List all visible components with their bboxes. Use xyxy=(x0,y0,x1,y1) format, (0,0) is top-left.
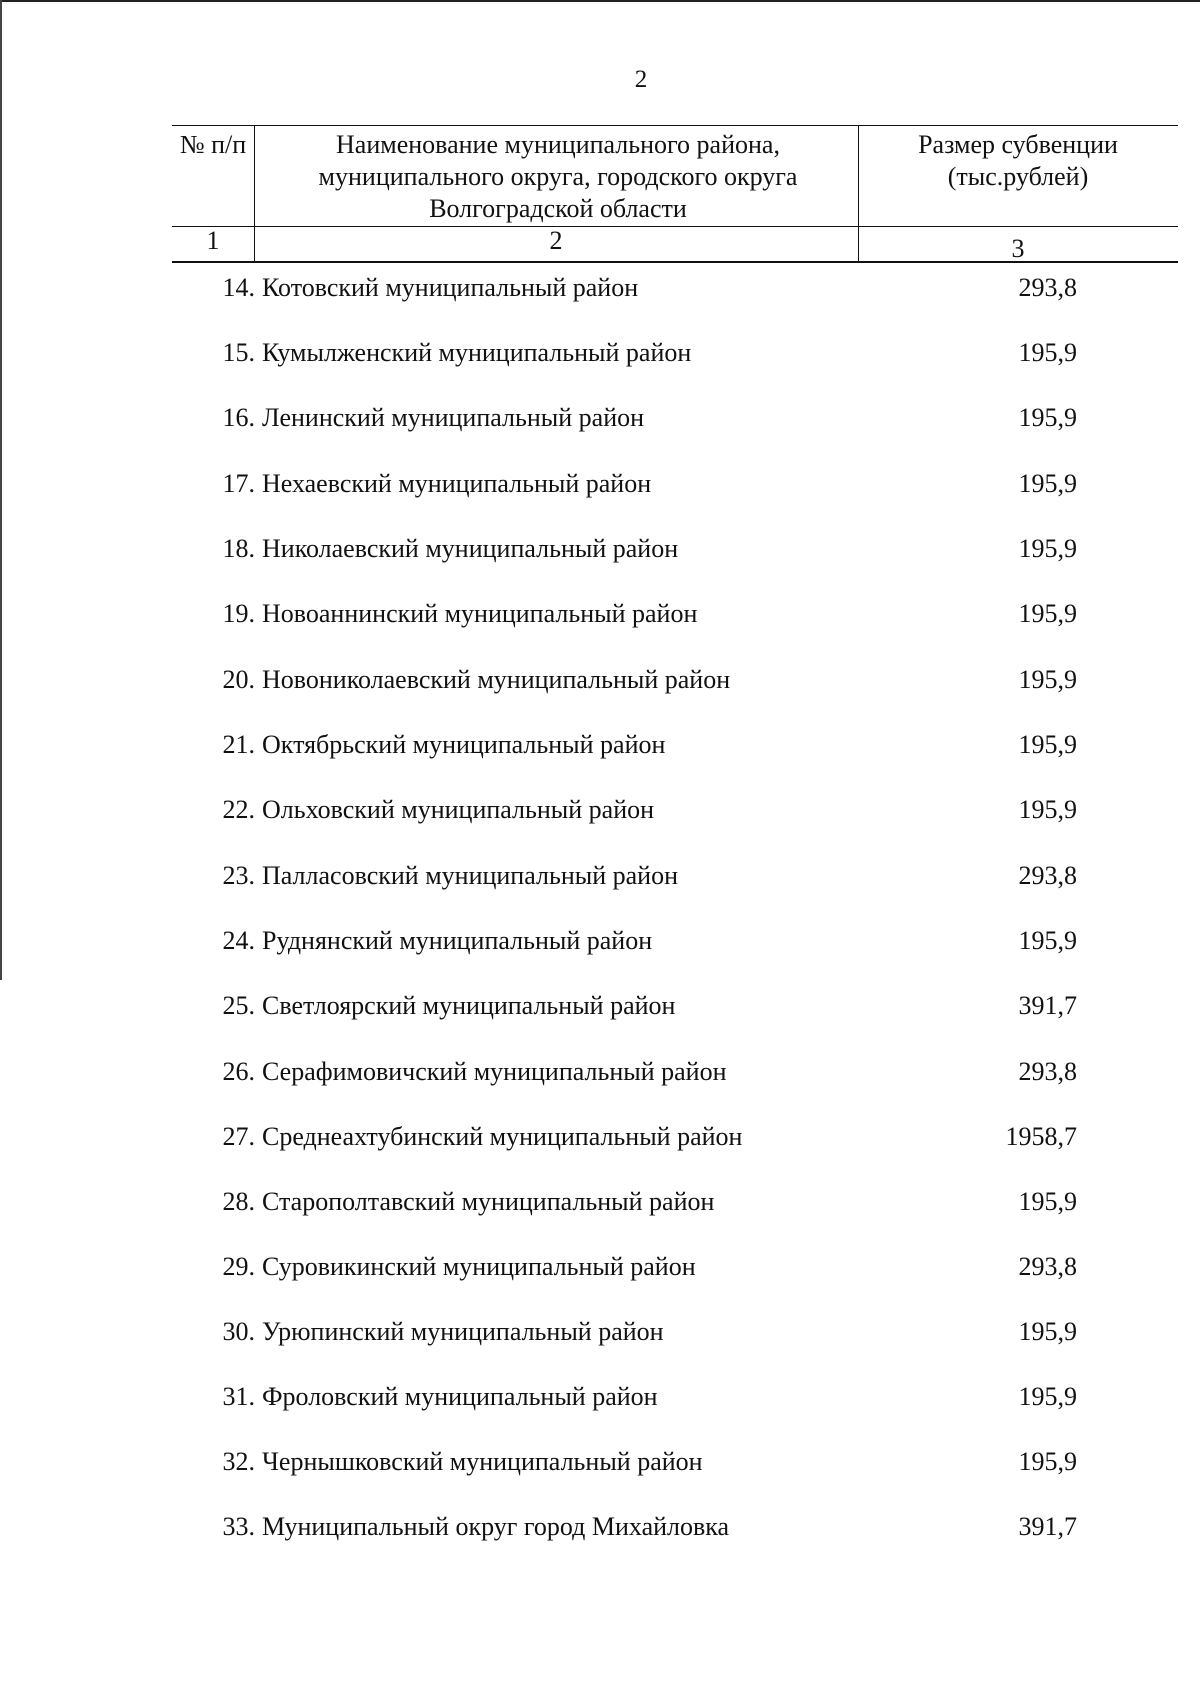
row-value: 195,9 xyxy=(1018,469,1077,498)
row-value: 195,9 xyxy=(1018,730,1077,759)
row-name: Ленинский муниципальный район xyxy=(262,403,645,432)
table-row xyxy=(0,1377,1200,1417)
row-number: 28. xyxy=(222,1187,255,1216)
row-value: 195,9 xyxy=(1018,534,1077,563)
page-edge-top xyxy=(0,0,1200,2)
row-name: Урюпинский муниципальный район xyxy=(262,1317,664,1346)
row-value: 195,9 xyxy=(1018,1447,1077,1476)
row-name: Октябрьский муниципальный район xyxy=(262,730,666,759)
header-top-border xyxy=(172,125,1178,126)
row-number: 31. xyxy=(222,1382,255,1411)
table-row xyxy=(0,856,1200,896)
header-name: Наименование муниципального района, муниципального округа, городского округа Волгоградской области xyxy=(318,130,798,223)
row-name: Светлоярский муниципальный район xyxy=(262,991,676,1020)
page-number: 2 xyxy=(634,66,648,93)
table-row xyxy=(0,1507,1200,1547)
row-value: 195,9 xyxy=(1018,665,1077,694)
table-row xyxy=(0,333,1200,373)
row-name: Новониколаевский муниципальный район xyxy=(262,665,731,694)
table-row xyxy=(0,986,1200,1026)
row-number: 23. xyxy=(222,861,255,890)
table-row xyxy=(0,1182,1200,1222)
row-number: 20. xyxy=(222,665,255,694)
header-amount: Размер субвенции (тыс.рублей) xyxy=(918,130,1118,191)
row-number: 21. xyxy=(222,730,255,759)
row-value: 195,9 xyxy=(1018,599,1077,628)
row-number: 33. xyxy=(222,1512,255,1541)
table-header xyxy=(172,125,1178,262)
row-number: 30. xyxy=(222,1317,255,1346)
column-number-3: 3 xyxy=(1011,234,1025,263)
row-name: Серафимовичский муниципальный район xyxy=(262,1057,727,1086)
row-value: 391,7 xyxy=(1018,991,1077,1020)
row-name: Палласовский муниципальный район xyxy=(262,861,678,890)
table-row xyxy=(0,1117,1200,1157)
row-number: 14. xyxy=(222,273,255,302)
row-value: 195,9 xyxy=(1018,338,1077,367)
row-name: Руднянский муниципальный район xyxy=(262,926,653,955)
row-name: Муниципальный округ город Михайловка xyxy=(262,1512,730,1541)
row-number: 27. xyxy=(222,1122,255,1151)
row-value: 293,8 xyxy=(1018,1252,1077,1281)
table-row xyxy=(0,594,1200,634)
row-name: Суровикинский муниципальный район xyxy=(262,1252,696,1281)
column-number-1: 1 xyxy=(206,226,220,255)
table-row xyxy=(0,529,1200,569)
table-row xyxy=(0,1052,1200,1092)
row-number: 25. xyxy=(222,991,255,1020)
table-row xyxy=(0,1247,1200,1287)
row-value: 195,9 xyxy=(1018,926,1077,955)
row-name: Старополтавский муниципальный район xyxy=(262,1187,715,1216)
row-name: Нехаевский муниципальный район xyxy=(262,469,652,498)
row-number: 17. xyxy=(222,469,255,498)
row-name: Фроловский муниципальный район xyxy=(262,1382,658,1411)
row-value: 195,9 xyxy=(1018,795,1077,824)
header-num: № п/п xyxy=(179,130,247,159)
row-name: Ольховский муниципальный район xyxy=(262,795,655,824)
table-row xyxy=(0,660,1200,700)
column-number-2: 2 xyxy=(549,226,563,255)
row-value: 195,9 xyxy=(1018,1187,1077,1216)
table-row xyxy=(0,268,1200,308)
row-number: 24. xyxy=(222,926,255,955)
row-number: 29. xyxy=(222,1252,255,1281)
row-value: 391,7 xyxy=(1018,1512,1077,1541)
table-row xyxy=(0,1442,1200,1482)
row-number: 18. xyxy=(222,534,255,563)
table-row xyxy=(0,921,1200,961)
table-row xyxy=(0,1312,1200,1352)
row-name: Среднеахтубинский муниципальный район xyxy=(262,1122,743,1151)
row-value: 293,8 xyxy=(1018,273,1077,302)
row-value: 293,8 xyxy=(1018,861,1077,890)
row-value: 195,9 xyxy=(1018,403,1077,432)
row-name: Котовский муниципальный район xyxy=(262,273,639,302)
row-number: 16. xyxy=(222,403,255,432)
table-row xyxy=(0,398,1200,438)
row-name: Николаевский муниципальный район xyxy=(262,534,679,563)
row-value: 195,9 xyxy=(1018,1317,1077,1346)
row-number: 26. xyxy=(222,1057,255,1086)
row-number: 22. xyxy=(222,795,255,824)
row-name: Кумылженский муниципальный район xyxy=(262,338,692,367)
row-name: Новоаннинский муниципальный район xyxy=(262,599,698,628)
row-number: 19. xyxy=(222,599,255,628)
table-row xyxy=(0,464,1200,504)
row-name: Чернышковский муниципальный район xyxy=(262,1447,703,1476)
row-value: 195,9 xyxy=(1018,1382,1077,1411)
table-row xyxy=(0,790,1200,830)
row-number: 15. xyxy=(222,338,255,367)
table-row xyxy=(0,725,1200,765)
row-value: 293,8 xyxy=(1018,1057,1077,1086)
row-number: 32. xyxy=(222,1447,255,1476)
row-value: 1958,7 xyxy=(1005,1122,1077,1151)
